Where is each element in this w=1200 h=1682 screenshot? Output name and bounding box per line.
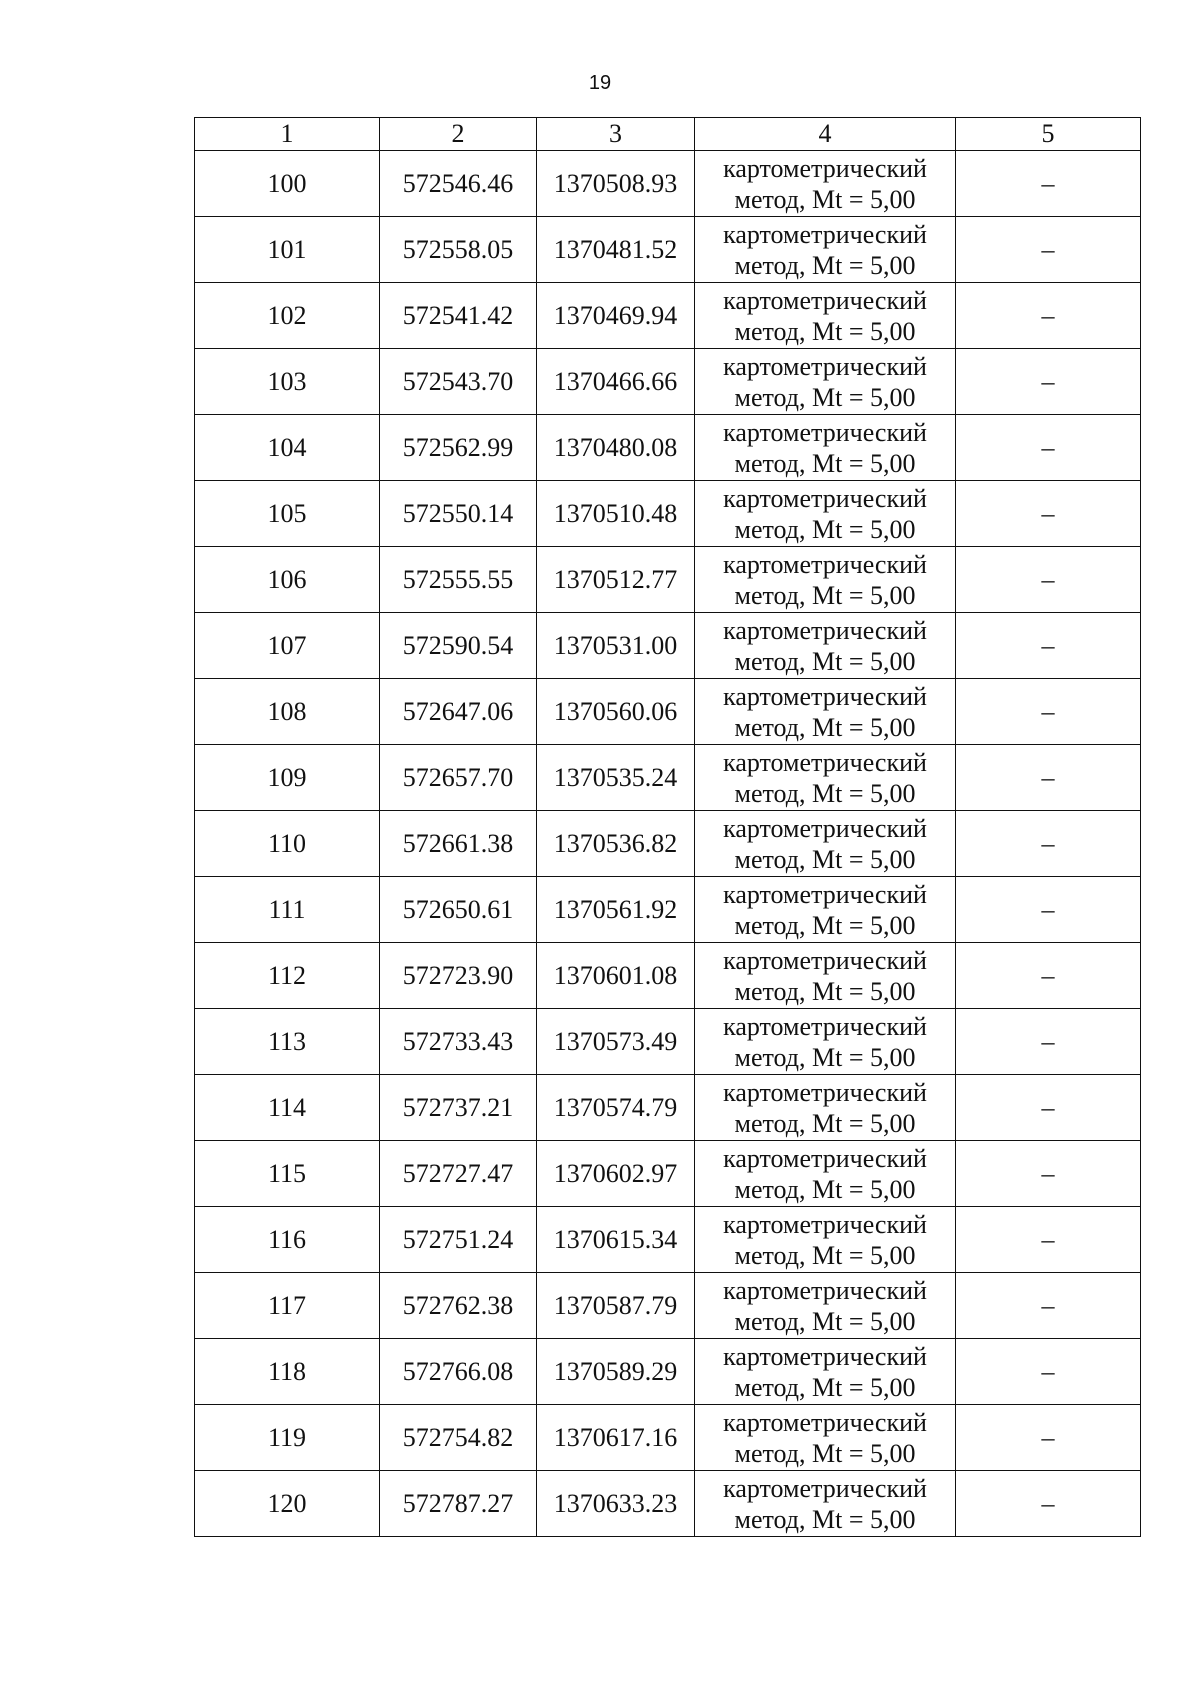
header-col-4: 4	[695, 118, 956, 151]
table-row	[195, 151, 1141, 217]
y-coordinate-cell: 1370587.79	[537, 1273, 695, 1339]
method-line-1: картометрический	[723, 1077, 927, 1107]
y-coordinate-cell: 1370510.48	[537, 481, 695, 547]
header-col-2: 2	[380, 118, 537, 151]
y-coordinate-cell: 1370602.97	[537, 1141, 695, 1207]
note-cell: –	[956, 1339, 1141, 1405]
point-number-cell: 115	[195, 1141, 380, 1207]
y-coordinate-cell: 1370561.92	[537, 877, 695, 943]
method-line-1: картометрический	[723, 351, 927, 381]
method-cell	[695, 1075, 956, 1141]
point-number-cell: 110	[195, 811, 380, 877]
table-body	[195, 151, 1141, 1537]
table-row	[195, 679, 1141, 745]
method-line-1: картометрический	[723, 1209, 927, 1239]
y-coordinate-cell: 1370601.08	[537, 943, 695, 1009]
method-line-2: метод, Mt = 5,00	[734, 580, 916, 610]
y-coordinate-cell: 1370480.08	[537, 415, 695, 481]
method-line-1: картометрический	[723, 879, 927, 909]
point-number-cell: 120	[195, 1471, 380, 1537]
method-cell	[695, 1471, 956, 1537]
note-cell: –	[956, 349, 1141, 415]
method-cell	[695, 1009, 956, 1075]
x-coordinate-cell: 572558.05	[380, 217, 537, 283]
method-cell	[695, 1405, 956, 1471]
table-row	[195, 811, 1141, 877]
table-row	[195, 745, 1141, 811]
method-line-1: картометрический	[723, 417, 927, 447]
method-cell	[695, 283, 956, 349]
method-line-1: картометрический	[723, 1341, 927, 1371]
table-row	[195, 1273, 1141, 1339]
y-coordinate-cell: 1370531.00	[537, 613, 695, 679]
y-coordinate-cell: 1370589.29	[537, 1339, 695, 1405]
method-line-2: метод, Mt = 5,00	[734, 514, 916, 544]
method-cell	[695, 877, 956, 943]
note-cell: –	[956, 1075, 1141, 1141]
point-number-cell: 113	[195, 1009, 380, 1075]
method-cell	[695, 811, 956, 877]
note-cell: –	[956, 151, 1141, 217]
table-header-row	[195, 118, 1141, 151]
table-row	[195, 1009, 1141, 1075]
method-cell	[695, 679, 956, 745]
point-number-cell: 106	[195, 547, 380, 613]
x-coordinate-cell: 572723.90	[380, 943, 537, 1009]
table-row	[195, 1339, 1141, 1405]
point-number-cell: 104	[195, 415, 380, 481]
table-row	[195, 1471, 1141, 1537]
method-line-2: метод, Mt = 5,00	[734, 1372, 916, 1402]
note-cell: –	[956, 745, 1141, 811]
method-cell	[695, 481, 956, 547]
y-coordinate-cell: 1370535.24	[537, 745, 695, 811]
header-col-3: 3	[537, 118, 695, 151]
method-line-2: метод, Mt = 5,00	[734, 250, 916, 280]
method-line-2: метод, Mt = 5,00	[734, 1240, 916, 1270]
x-coordinate-cell: 572562.99	[380, 415, 537, 481]
table-row	[195, 349, 1141, 415]
y-coordinate-cell: 1370560.06	[537, 679, 695, 745]
point-number-cell: 105	[195, 481, 380, 547]
x-coordinate-cell: 572727.47	[380, 1141, 537, 1207]
note-cell: –	[956, 1471, 1141, 1537]
method-line-1: картометрический	[723, 681, 927, 711]
method-cell	[695, 1141, 956, 1207]
y-coordinate-cell: 1370633.23	[537, 1471, 695, 1537]
note-cell: –	[956, 811, 1141, 877]
method-cell	[695, 1273, 956, 1339]
table-row	[195, 1207, 1141, 1273]
method-line-1: картометрический	[723, 1143, 927, 1173]
x-coordinate-cell: 572766.08	[380, 1339, 537, 1405]
method-line-2: метод, Mt = 5,00	[734, 1504, 916, 1534]
method-line-1: картометрический	[723, 747, 927, 777]
method-line-1: картометрический	[723, 945, 927, 975]
y-coordinate-cell: 1370481.52	[537, 217, 695, 283]
point-number-cell: 114	[195, 1075, 380, 1141]
method-line-2: метод, Mt = 5,00	[734, 1108, 916, 1138]
method-line-1: картометрический	[723, 813, 927, 843]
x-coordinate-cell: 572555.55	[380, 547, 537, 613]
point-number-cell: 116	[195, 1207, 380, 1273]
note-cell: –	[956, 481, 1141, 547]
method-cell	[695, 943, 956, 1009]
table-row	[195, 877, 1141, 943]
method-line-1: картометрический	[723, 1407, 927, 1437]
coordinates-table	[194, 117, 1141, 1537]
method-cell	[695, 415, 956, 481]
y-coordinate-cell: 1370466.66	[537, 349, 695, 415]
table-row	[195, 613, 1141, 679]
x-coordinate-cell: 572550.14	[380, 481, 537, 547]
method-line-2: метод, Mt = 5,00	[734, 712, 916, 742]
method-line-2: метод, Mt = 5,00	[734, 976, 916, 1006]
x-coordinate-cell: 572546.46	[380, 151, 537, 217]
point-number-cell: 118	[195, 1339, 380, 1405]
method-line-2: метод, Mt = 5,00	[734, 646, 916, 676]
x-coordinate-cell: 572541.42	[380, 283, 537, 349]
table-row	[195, 217, 1141, 283]
method-line-2: метод, Mt = 5,00	[734, 844, 916, 874]
y-coordinate-cell: 1370574.79	[537, 1075, 695, 1141]
point-number-cell: 100	[195, 151, 380, 217]
method-line-2: метод, Mt = 5,00	[734, 316, 916, 346]
point-number-cell: 107	[195, 613, 380, 679]
x-coordinate-cell: 572787.27	[380, 1471, 537, 1537]
x-coordinate-cell: 572751.24	[380, 1207, 537, 1273]
point-number-cell: 108	[195, 679, 380, 745]
x-coordinate-cell: 572754.82	[380, 1405, 537, 1471]
method-cell	[695, 745, 956, 811]
method-cell	[695, 547, 956, 613]
page-number: 19	[588, 72, 612, 94]
method-line-2: метод, Mt = 5,00	[734, 184, 916, 214]
point-number-cell: 101	[195, 217, 380, 283]
method-line-1: картометрический	[723, 1473, 927, 1503]
point-number-cell: 109	[195, 745, 380, 811]
note-cell: –	[956, 283, 1141, 349]
note-cell: –	[956, 943, 1141, 1009]
y-coordinate-cell: 1370469.94	[537, 283, 695, 349]
method-line-2: метод, Mt = 5,00	[734, 382, 916, 412]
note-cell: –	[956, 1273, 1141, 1339]
y-coordinate-cell: 1370508.93	[537, 151, 695, 217]
method-cell	[695, 349, 956, 415]
point-number-cell: 119	[195, 1405, 380, 1471]
note-cell: –	[956, 877, 1141, 943]
y-coordinate-cell: 1370512.77	[537, 547, 695, 613]
point-number-cell: 102	[195, 283, 380, 349]
x-coordinate-cell: 572543.70	[380, 349, 537, 415]
method-cell	[695, 217, 956, 283]
method-line-1: картометрический	[723, 153, 927, 183]
x-coordinate-cell: 572762.38	[380, 1273, 537, 1339]
table-row	[195, 415, 1141, 481]
method-line-2: метод, Mt = 5,00	[734, 1174, 916, 1204]
method-cell	[695, 1339, 956, 1405]
y-coordinate-cell: 1370615.34	[537, 1207, 695, 1273]
method-line-1: картометрический	[723, 615, 927, 645]
method-cell	[695, 613, 956, 679]
method-line-1: картометрический	[723, 285, 927, 315]
x-coordinate-cell: 572737.21	[380, 1075, 537, 1141]
method-line-2: метод, Mt = 5,00	[734, 910, 916, 940]
table-row	[195, 481, 1141, 547]
y-coordinate-cell: 1370573.49	[537, 1009, 695, 1075]
note-cell: –	[956, 415, 1141, 481]
table-row	[195, 1405, 1141, 1471]
x-coordinate-cell: 572650.61	[380, 877, 537, 943]
y-coordinate-cell: 1370617.16	[537, 1405, 695, 1471]
x-coordinate-cell: 572733.43	[380, 1009, 537, 1075]
note-cell: –	[956, 1009, 1141, 1075]
method-line-1: картометрический	[723, 1011, 927, 1041]
x-coordinate-cell: 572657.70	[380, 745, 537, 811]
x-coordinate-cell: 572661.38	[380, 811, 537, 877]
method-line-2: метод, Mt = 5,00	[734, 1042, 916, 1072]
method-cell	[695, 151, 956, 217]
y-coordinate-cell: 1370536.82	[537, 811, 695, 877]
method-line-1: картометрический	[723, 549, 927, 579]
note-cell: –	[956, 1207, 1141, 1273]
header-col-5: 5	[956, 118, 1141, 151]
method-cell	[695, 1207, 956, 1273]
note-cell: –	[956, 1141, 1141, 1207]
point-number-cell: 111	[195, 877, 380, 943]
point-number-cell: 112	[195, 943, 380, 1009]
note-cell: –	[956, 613, 1141, 679]
note-cell: –	[956, 1405, 1141, 1471]
table-row	[195, 1075, 1141, 1141]
table-row	[195, 283, 1141, 349]
method-line-1: картометрический	[723, 483, 927, 513]
method-line-2: метод, Mt = 5,00	[734, 778, 916, 808]
point-number-cell: 117	[195, 1273, 380, 1339]
method-line-2: метод, Mt = 5,00	[734, 1438, 916, 1468]
table-row	[195, 943, 1141, 1009]
method-line-1: картометрический	[723, 1275, 927, 1305]
method-line-2: метод, Mt = 5,00	[734, 1306, 916, 1336]
table-row	[195, 1141, 1141, 1207]
note-cell: –	[956, 217, 1141, 283]
table-row	[195, 547, 1141, 613]
note-cell: –	[956, 679, 1141, 745]
x-coordinate-cell: 572647.06	[380, 679, 537, 745]
header-col-1: 1	[195, 118, 380, 151]
point-number-cell: 103	[195, 349, 380, 415]
note-cell: –	[956, 547, 1141, 613]
method-line-2: метод, Mt = 5,00	[734, 448, 916, 478]
method-line-1: картометрический	[723, 219, 927, 249]
x-coordinate-cell: 572590.54	[380, 613, 537, 679]
